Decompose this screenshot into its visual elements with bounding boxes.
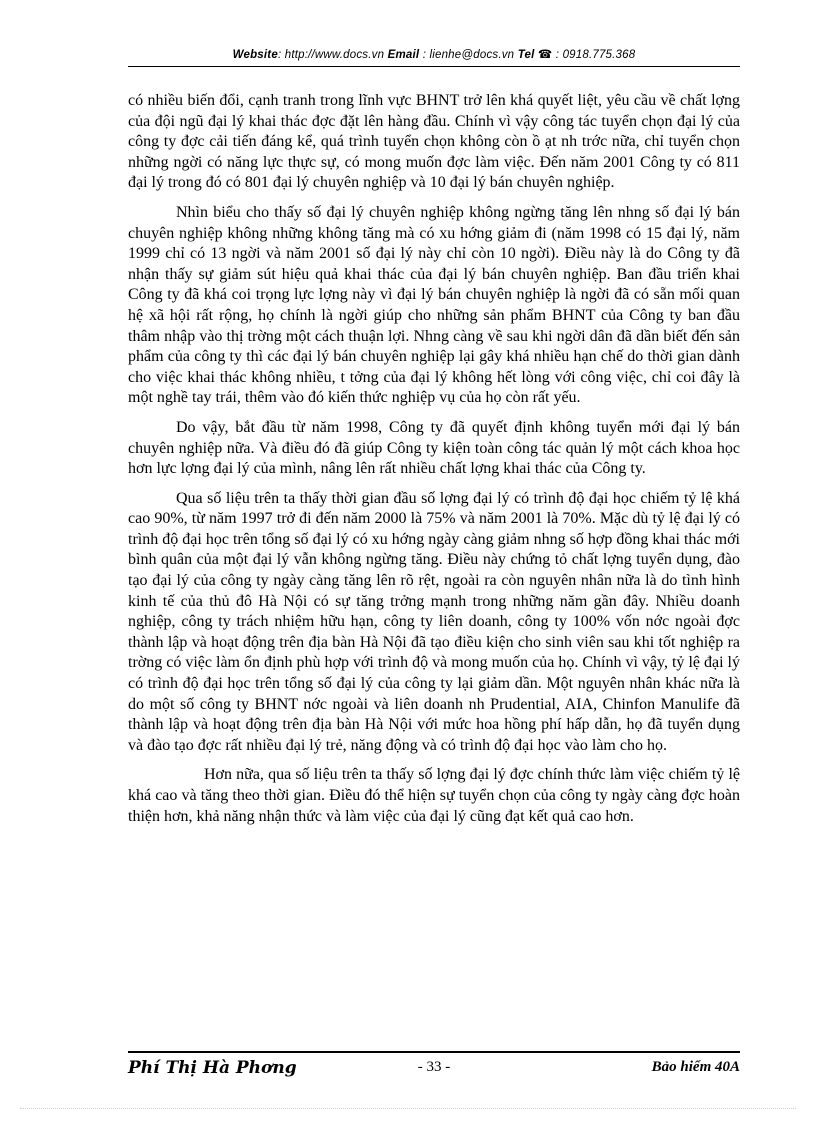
paragraph-5: Hơn nữa, qua số liệu trên ta thấy số lợng đại lý đợc chính thức làm việc chiếm tỷ lệ khá cao và tăng theo thời gian. Điều đó thể hiện sự tuyển chọn của công ty ngày càng đợc hoàn thiện hơn, khả năng nhận thức và làm việc của đại lý cũng đạt kết quả cao hơn. <box>128 766 740 825</box>
paragraph-4: Qua số liệu trên ta thấy thời gian đầu số lợng đại lý có trình độ đại học chiếm tỷ lệ khá cao 90%, từ năm 1997 trở đi đến năm 2000 là 75% và năm 2001 là 70%. Mặc dù tỷ lệ đại lý có trình độ đại học trên tổng số đại lý có xu hớng ngày càng giảm nhng số hợp đồng khai thác mới bình quân của một đại lý vẫn không ngừng tăng. Điều này chứng tỏ chất lợng tuyển dụng, đào tạo đại lý của công ty ngày càng tăng lên rõ rệt, ngoài ra còn nguyên nhân nữa là do tình hình kinh tế của thủ đô Hà Nội có sự tăng trởng mạnh trong những năm gần đây. Nhiều doanh nghiệp, công ty trách nhiệm hữu hạn, công ty liên doanh, công ty 100% vốn nớc ngoài đợc thành lập và hoạt động trên địa bàn Hà Nội đã tạo điều kiện cho sinh viên sau khi tốt nghiệp ra trờng có việc làm ổn định phù hợp với trình độ và mong muốn của họ. Chính vì vậy, tỷ lệ đại lý có trình độ đại học trên tổng số đại lý của công ty lại giảm dần. Một nguyên nhân khác nữa là do một số công ty BHNT nớc ngoài và liên doanh nh Prudential, AIA, Chinfon Manulife đã thành lập và hoạt động trên địa bàn Hà Nội với mức hoa hồng phí hấp dẫn, họ đã tuyển dụng và đào tạo đợc rất nhiều đại lý trẻ, năng động và có trình độ đại học vào làm cho họ. <box>128 489 740 754</box>
website-label: Website <box>232 49 278 61</box>
bottom-dotted-line <box>20 1108 796 1109</box>
page-number: - 33 - <box>417 1059 451 1075</box>
page-header <box>128 47 740 61</box>
page-footer <box>128 1058 740 1080</box>
document-body <box>128 91 740 836</box>
footer-divider <box>128 1051 740 1053</box>
website-value: : http://www.docs.vn <box>277 49 388 61</box>
email-label: Email <box>387 49 420 61</box>
email-value: : lienhe@docs.vn <box>419 49 518 61</box>
tel-label: Tel <box>517 49 535 61</box>
footer-author: Phí Thị Hà Phơng <box>128 1058 297 1078</box>
paragraph-3: Do vậy, bắt đầu từ năm 1998, Công ty đã quyết định không tuyển mới đại lý bán chuyên nghiệp nữa. Và điều đó đã giúp Công ty kiện toàn công tác quản lý một cách khoa học hơn lực lợng đại lý của mình, nâng lên rất nhiều chất lợng khai thác của Công ty. <box>128 418 740 478</box>
paragraph-2: Nhìn biểu cho thấy số đại lý chuyên nghiệp không ngừng tăng lên nhng số đại lý bán chuyên nghiệp không những không tăng mà có xu hớng giảm đi (năm 1998 có 15 đại lý, năm 1999 chỉ có 13 ngời và năm 2001 số đại lý này chỉ còn 10 ngời). Điều này là do Công ty đã nhận thấy sự giảm sút hiệu quả khai thác của đại lý bán chuyên nghiệp. Ban đầu triển khai Công ty đã khá coi trọng lực lợng này vì đại lý bán chuyên nghiệp là ngời đã có sẵn mối quan hệ xã hội rất rộng, họ chính là ngời giúp cho những sản phẩm BHNT của Công ty ban đầu thâm nhập vào thị trờng một cách thuận lợi. Nhng càng về sau khi ngời dân đã dần biết đến sản phẩm của công ty thì các đại lý bán chuyên nghiệp lại gây khá nhiều hạn chế do thời gian dành cho việc khai thác không nhiều, t tởng của đại lý không hết lòng với công việc, chỉ coi đây là một nghề tay trái, thêm vào đó kiến thức nghiệp vụ của họ còn rất yếu. <box>128 203 740 407</box>
paragraph-1: có nhiều biến đổi, cạnh tranh trong lĩnh vực BHNT trở lên khá quyết liệt, yêu cầu về chất lợng của đội ngũ đại lý khai thác đợc đặt lên hàng đầu. Chính vì vậy công tác tuyển chọn đại lý của công ty đợc cải tiến đáng kể, quá trình tuyển chọn không còn ồ ạt nh trớc nữa, chỉ tuyển chọn những ngời có năng lực thực sự, có mong muốn đợc làm việc. Đến năm 2001 Công ty có 811 đại lý trong đó có 801 đại lý chuyên nghiệp và 10 đại lý bán chuyên nghiệp. <box>128 92 740 192</box>
tel-value: ☎ : 0918.775.368 <box>534 49 636 61</box>
header-divider <box>128 66 740 67</box>
footer-course: Bảo hiểm 40A <box>651 1059 740 1075</box>
